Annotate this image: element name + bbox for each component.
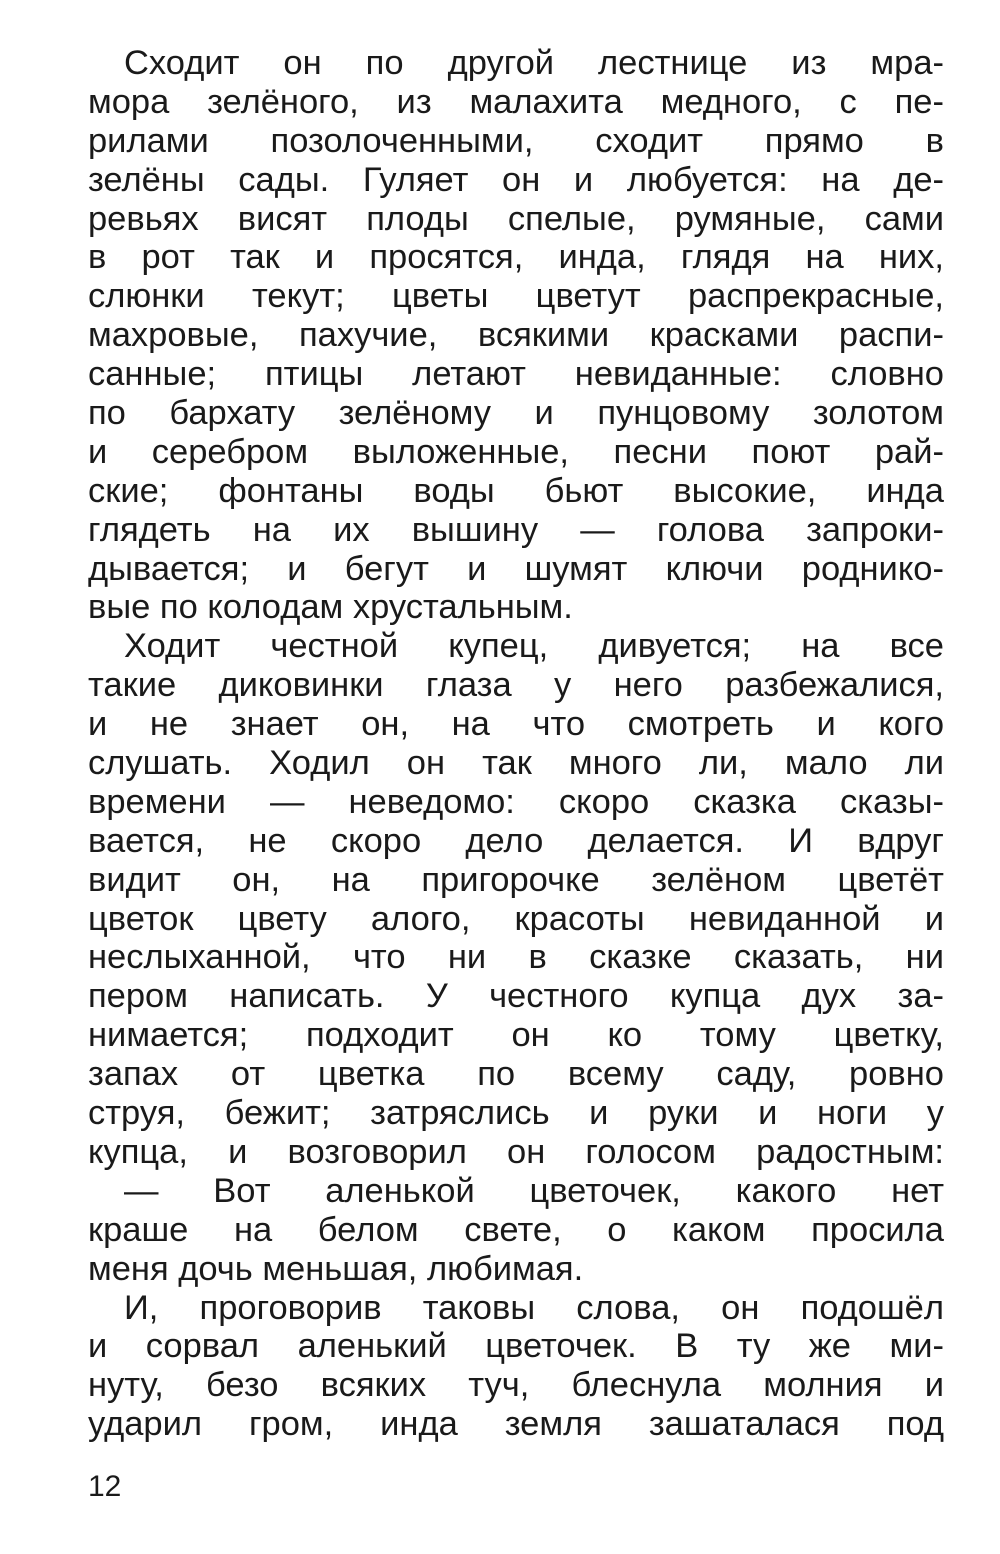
text-line: Сходит он по другой лестнице из мра- (124, 44, 944, 82)
page-text (88, 44, 944, 1444)
text-line: ударил гром, инда земля зашаталася под (88, 1405, 944, 1444)
text-line: нимается; подходит он ко тому цветку, (88, 1016, 944, 1055)
text-line: зелёны сады. Гуляет он и любуется: на де- (88, 160, 944, 199)
text-line: вается, не скоро дело делается. И вдруг (88, 821, 944, 860)
text-line: ревьях висят плоды спелые, румяные, сами (88, 199, 944, 238)
text-line: пером написать. У честного купца дух за- (88, 977, 944, 1016)
text-line: мора зелёного, из малахита медного, с пе- (88, 82, 944, 121)
text-line: махровые, пахучие, всякими красками распи- (88, 316, 944, 355)
text-line: нуту, безо всяких туч, блеснула молния и (88, 1366, 944, 1405)
text-line: цветок цвету алого, красоты невиданной и (88, 899, 944, 938)
text-line: такие диковинки глаза у него разбежалися, (88, 666, 944, 705)
text-line: времени — неведомо: скоро сказка сказы- (88, 782, 944, 821)
text-line: дывается; и бегут и шумят ключи роднико- (88, 549, 944, 588)
text-line: и сорвал аленький цветочек. В ту же ми- (88, 1327, 944, 1366)
text-line: запах от цветка по всему саду, ровно (88, 1055, 944, 1094)
text-line: и серебром выложенные, песни поют рай- (88, 432, 944, 471)
text-line: и не знает он, на что смотреть и кого (88, 705, 944, 744)
page-number: 12 (88, 1470, 122, 1503)
text-line: ские; фонтаны воды бьют высокие, инда (88, 471, 944, 510)
text-line: глядеть на их вышину — голова запроки- (88, 510, 944, 549)
text-line: Ходит честной купец, дивуется; на все (124, 627, 944, 666)
text-line: меня дочь меньшая, любимая. (88, 1249, 584, 1288)
text-line: краше на белом свете, о каком просила (88, 1210, 944, 1249)
text-line: И, проговорив таковы слова, он подошёл (124, 1288, 944, 1327)
text-line: неслыханной, что ни в сказке сказать, ни (88, 938, 944, 977)
text-line: — Вот аленькой цветочек, какого нет (124, 1171, 944, 1210)
text-line: по бархату зелёному и пунцовому золотом (88, 394, 944, 433)
text-line: слюнки текут; цветы цветут распрекрасные, (88, 277, 944, 316)
text-line: купца, и возговорил он голосом радостным: (88, 1132, 944, 1171)
text-line: вые по колодам хрустальным. (88, 588, 573, 627)
text-line: струя, бежит; затряслись и руки и ноги у (88, 1094, 944, 1133)
text-line: в рот так и просятся, инда, глядя на них, (88, 238, 944, 277)
text-line: слушать. Ходил он так много ли, мало ли (88, 744, 944, 783)
text-line: рилами позолоченными, сходит прямо в (88, 121, 944, 160)
text-line: видит он, на пригорочке зелёном цветёт (88, 860, 944, 899)
text-line: санные; птицы летают невиданные: словно (88, 355, 944, 394)
